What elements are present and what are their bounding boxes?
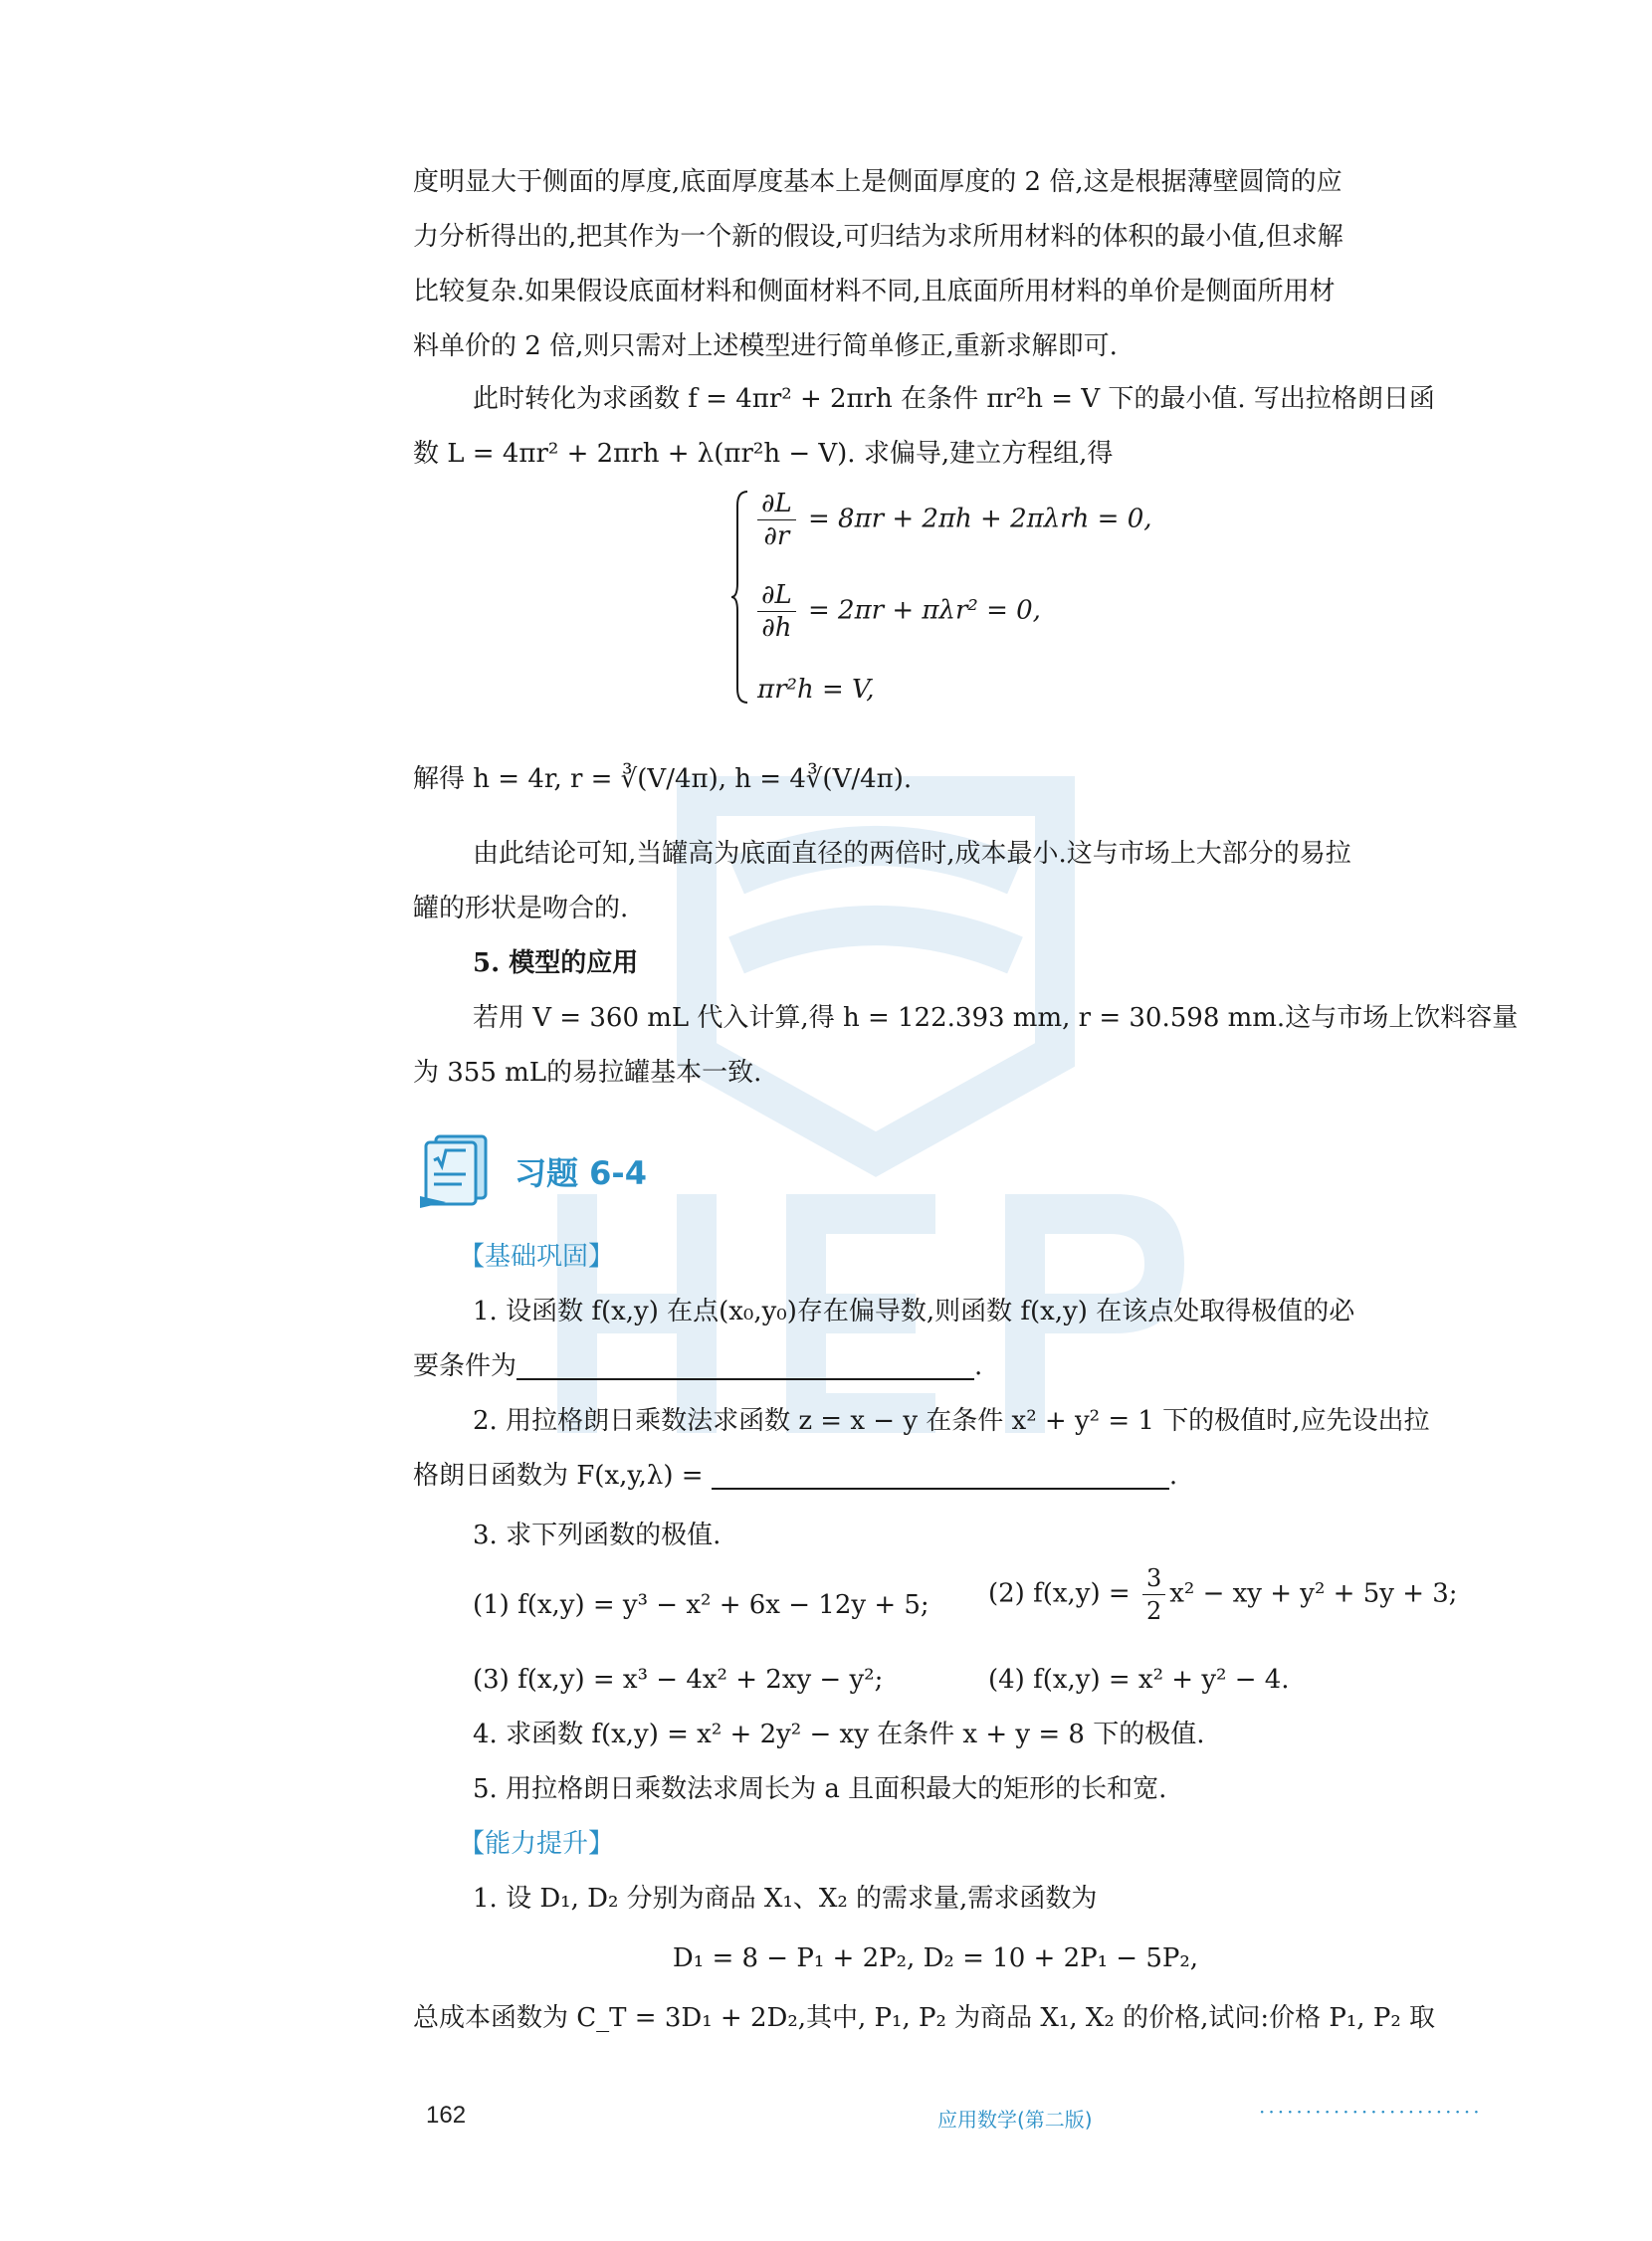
solution-line: 解得 h = 4r, r = ∛(V/4π), h = 4∛(V/4π).: [413, 764, 913, 794]
equation-system: [731, 488, 1229, 716]
text-line: 由此结论可知,当罐高为底面直径的两倍时,成本最小.这与市场上大部分的易拉: [473, 839, 1351, 869]
text-line: 若用 V = 360 mL 代入计算,得 h = 122.393 mm, r = 30.598 mm.这与市场上饮料容量: [473, 1003, 1519, 1033]
book-title: 应用数学(第二版): [937, 2108, 1093, 2132]
exercise-q2-line2: 格朗日函数为 F(x,y,λ) = .: [413, 1461, 1178, 1491]
exercise-q4: 4. 求函数 f(x,y) = x² + 2y² − xy 在条件 x + y = 8 下的极值.: [473, 1720, 1205, 1749]
exercise-a1-line2: 总成本函数为 C_T = 3D₁ + 2D₂,其中, P₁, P₂ 为商品 X₁, X₂ 的价格,试问:价格 P₁, P₂ 取: [413, 2003, 1436, 2033]
equation-3: πr²h = V,: [757, 675, 875, 705]
exercise-q3-4: (4) f(x,y) = x² + y² − 4.: [988, 1665, 1290, 1695]
exercise-title: 习题 6-4: [515, 1154, 647, 1192]
equation-1: $\frac{\partial L}{\partial r}$ = 8πr + 2πh + 2πλrh = 0,: [753, 488, 1152, 552]
text-line: 此时转化为求函数 f = 4πr² + 2πrh 在条件 πr²h = V 下的最小值. 写出拉格朗日函: [473, 384, 1435, 414]
book-sqrt-icon: [416, 1132, 496, 1212]
page-number: 162: [426, 2102, 467, 2129]
section-heading: 5. 模型的应用: [473, 948, 639, 978]
footer-dots: ························: [1259, 2100, 1483, 2124]
left-brace: [731, 488, 751, 707]
exercise-q3: 3. 求下列函数的极值.: [473, 1521, 722, 1550]
exercise-q1: 1. 设函数 f(x,y) 在点(x₀,y₀)存在偏导数,则函数 f(x,y) 在该点处取得极值的必: [473, 1297, 1355, 1326]
text-line: 度明显大于侧面的厚度,底面厚度基本上是侧面厚度的 2 倍,这是根据薄壁圆筒的应: [413, 167, 1342, 197]
text-line: 罐的形状是吻合的.: [413, 894, 629, 923]
text-line: 数 L = 4πr² + 2πrh + λ(πr²h − V). 求偏导,建立方程组,得: [413, 439, 1114, 469]
answer-blank[interactable]: [712, 1460, 1169, 1490]
text-line: 为 355 mL的易拉罐基本一致.: [413, 1058, 762, 1088]
exercise-a1-equation: D₁ = 8 − P₁ + 2P₂, D₂ = 10 + 2P₁ − 5P₂,: [672, 1943, 1199, 1973]
exercise-q3-2: (2) f(x,y) = $\frac{3}{2}$ x² − xy + y² + 5y + 3;: [988, 1564, 1458, 1625]
text-line: 力分析得出的,把其作为一个新的假设,可归结为求所用材料的体积的最小值,但求解: [413, 222, 1343, 252]
equation-2: $\frac{\partial L}{\partial h}$ = 2πr + πλr² = 0,: [753, 579, 1041, 644]
exercise-q3-3: (3) f(x,y) = x³ − 4x² + 2xy − y²;: [473, 1665, 884, 1695]
basic-tag: 【基础巩固】: [459, 1242, 615, 1272]
exercise-a1: 1. 设 D₁, D₂ 分别为商品 X₁、X₂ 的需求量,需求函数为: [473, 1884, 1098, 1914]
exercise-q5: 5. 用拉格朗日乘数法求周长为 a 且面积最大的矩形的长和宽.: [473, 1774, 1167, 1804]
exercise-q1-line2: 要条件为 .: [413, 1351, 983, 1381]
answer-blank[interactable]: [516, 1350, 974, 1380]
text-line: 料单价的 2 倍,则只需对上述模型进行简单修正,重新求解即可.: [413, 331, 1118, 361]
advanced-tag: 【能力提升】: [459, 1829, 615, 1859]
exercise-q3-1: (1) f(x,y) = y³ − x² + 6x − 12y + 5;: [473, 1590, 929, 1620]
text-line: 比较复杂.如果假设底面材料和侧面材料不同,且底面所用材料的单价是侧面所用材: [413, 277, 1336, 306]
exercise-q2: 2. 用拉格朗日乘数法求函数 z = x − y 在条件 x² + y² = 1 下的极值时,应先设出拉: [473, 1406, 1430, 1436]
